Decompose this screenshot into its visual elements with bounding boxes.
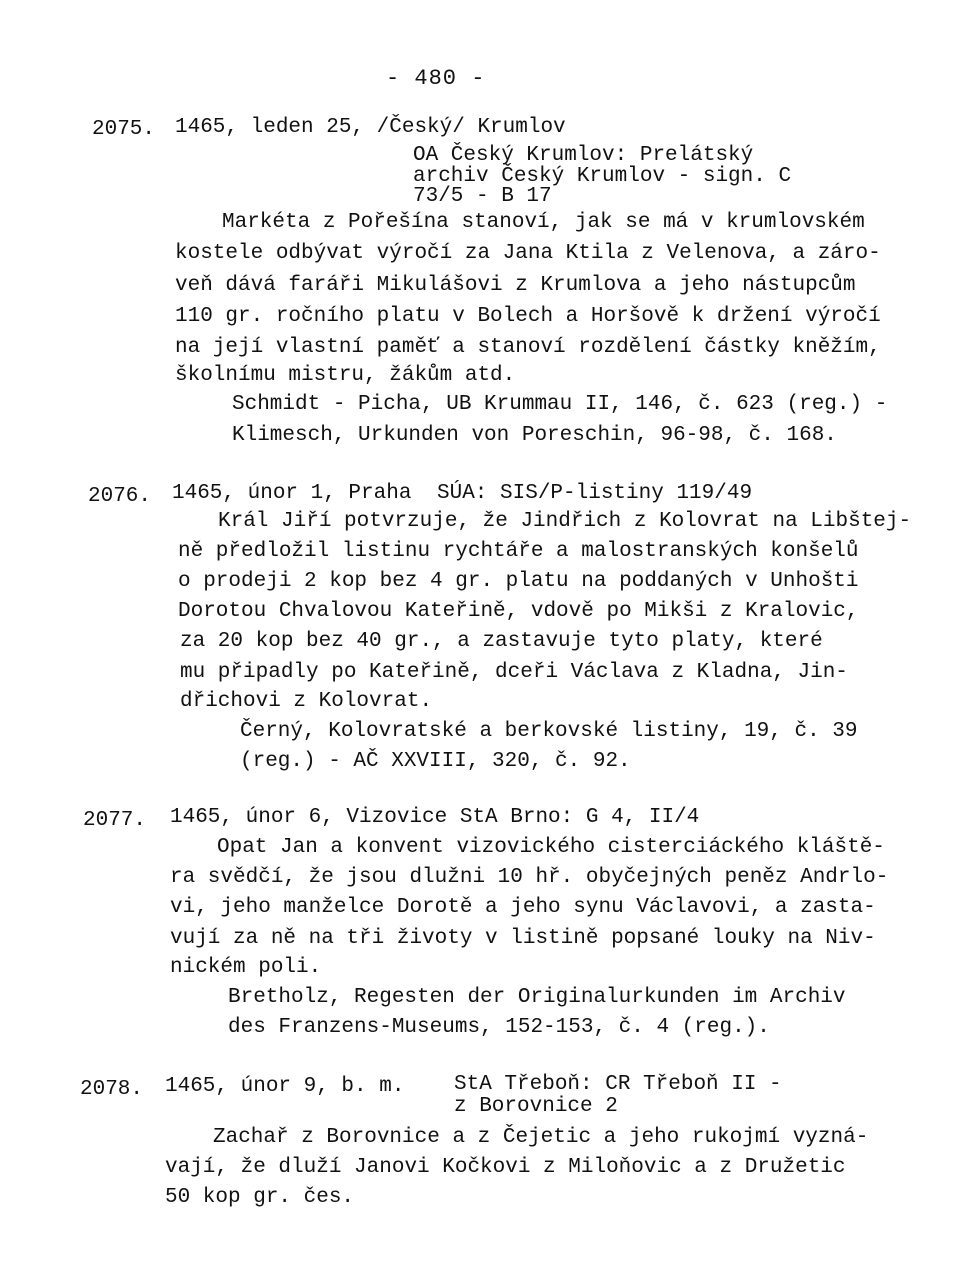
entry-number: 2077. xyxy=(83,809,147,832)
entry-number: 2075. xyxy=(92,118,156,141)
page-number: - 480 - xyxy=(386,66,486,91)
reference-line: Černý, Kolovratské a berkovské listiny, 19, č. 39 xyxy=(240,720,858,743)
reference-line: (reg.) - AČ XXVIII, 320, č. 92. xyxy=(240,750,631,773)
text-line: Král Jiří potvrzuje, že Jindřich z Kolovrat na Libštej- xyxy=(218,510,912,533)
reference-line: Schmidt - Picha, UB Krummau II, 146, č. 623 (reg.) - xyxy=(232,393,888,416)
text-line: 110 gr. ročního platu v Bolech a Horšově k držení výročí xyxy=(175,305,881,328)
source-line: z Borovnice 2 xyxy=(454,1095,618,1118)
text-line: vi, jeho manželce Dorotě a jeho synu Václavovi, a zasta- xyxy=(170,896,876,919)
text-line: Dorotou Chvalovou Kateřině, vdově po Mikši z Kralovic, xyxy=(178,600,859,623)
entry-header: 1465, únor 9, b. m. xyxy=(165,1075,405,1098)
text-line: mu připadly po Kateřině, dceři Václava z Kladna, Jin- xyxy=(180,661,848,684)
text-line: Zachař z Borovnice a z Čejetic a jeho rukojmí vyzná- xyxy=(213,1126,869,1149)
text-line: kostele odbývat výročí za Jana Ktila z Velenova, a záro- xyxy=(175,242,881,265)
text-line: ně předložil listinu rychtáře a malostranských konšelů xyxy=(178,540,859,563)
source-line: OA Český Krumlov: Prelátský xyxy=(413,144,754,167)
text-line: nickém poli. xyxy=(170,956,322,979)
source-line: StA Třeboň: CR Třeboň II - xyxy=(454,1073,782,1096)
source-line: archiv Český Krumlov - sign. C xyxy=(413,165,792,188)
text-line: vají, že dluží Janovi Kočkovi z Miloňovic a z Družetic xyxy=(165,1156,846,1179)
text-line: o prodeji 2 kop bez 4 gr. platu na poddaných v Unhošti xyxy=(178,570,859,593)
entry-header: 1465, leden 25, /Český/ Krumlov xyxy=(175,116,566,139)
text-line: dřichovi z Kolovrat. xyxy=(180,690,433,713)
text-line: Opat Jan a konvent vizovického cisterciáckého kláště- xyxy=(217,836,885,859)
reference-line: des Franzens-Museums, 152-153, č. 4 (reg.). xyxy=(228,1016,770,1039)
source-line: SÚA: SIS/P-listiny 119/49 xyxy=(437,482,753,505)
entry-number: 2076. xyxy=(88,485,152,508)
entry-header: 1465, únor 1, Praha xyxy=(172,482,412,505)
text-line: školnímu mistru, žákům atd. xyxy=(175,364,516,387)
text-line: Markéta z Pořešína stanoví, jak se má v krumlovském xyxy=(222,211,865,234)
entry-header: 1465, únor 6, Vizovice StA Brno: G 4, II/4 xyxy=(170,806,700,829)
text-line: na její vlastní paměť a stanoví rozdělení částky kněžím, xyxy=(175,336,881,359)
reference-line: Bretholz, Regesten der Originalurkunden im Archiv xyxy=(228,986,846,1009)
text-line: za 20 kop bez 40 gr., a zastavuje tyto platy, které xyxy=(180,630,823,653)
text-line: vují za ně na tři životy v listině popsané louky na Niv- xyxy=(170,927,876,950)
entry-number: 2078. xyxy=(80,1078,144,1101)
source-line: 73/5 - B 17 xyxy=(413,185,552,208)
text-line: veň dává faráři Mikulášovi z Krumlova a jeho nástupcům xyxy=(175,274,856,297)
text-line: 50 kop gr. čes. xyxy=(165,1186,355,1209)
reference-line: Klimesch, Urkunden von Poreschin, 96-98, č. 168. xyxy=(232,424,837,447)
text-line: ra svědčí, že jsou dlužni 10 hř. obyčejných peněz Andrlo- xyxy=(170,866,889,889)
